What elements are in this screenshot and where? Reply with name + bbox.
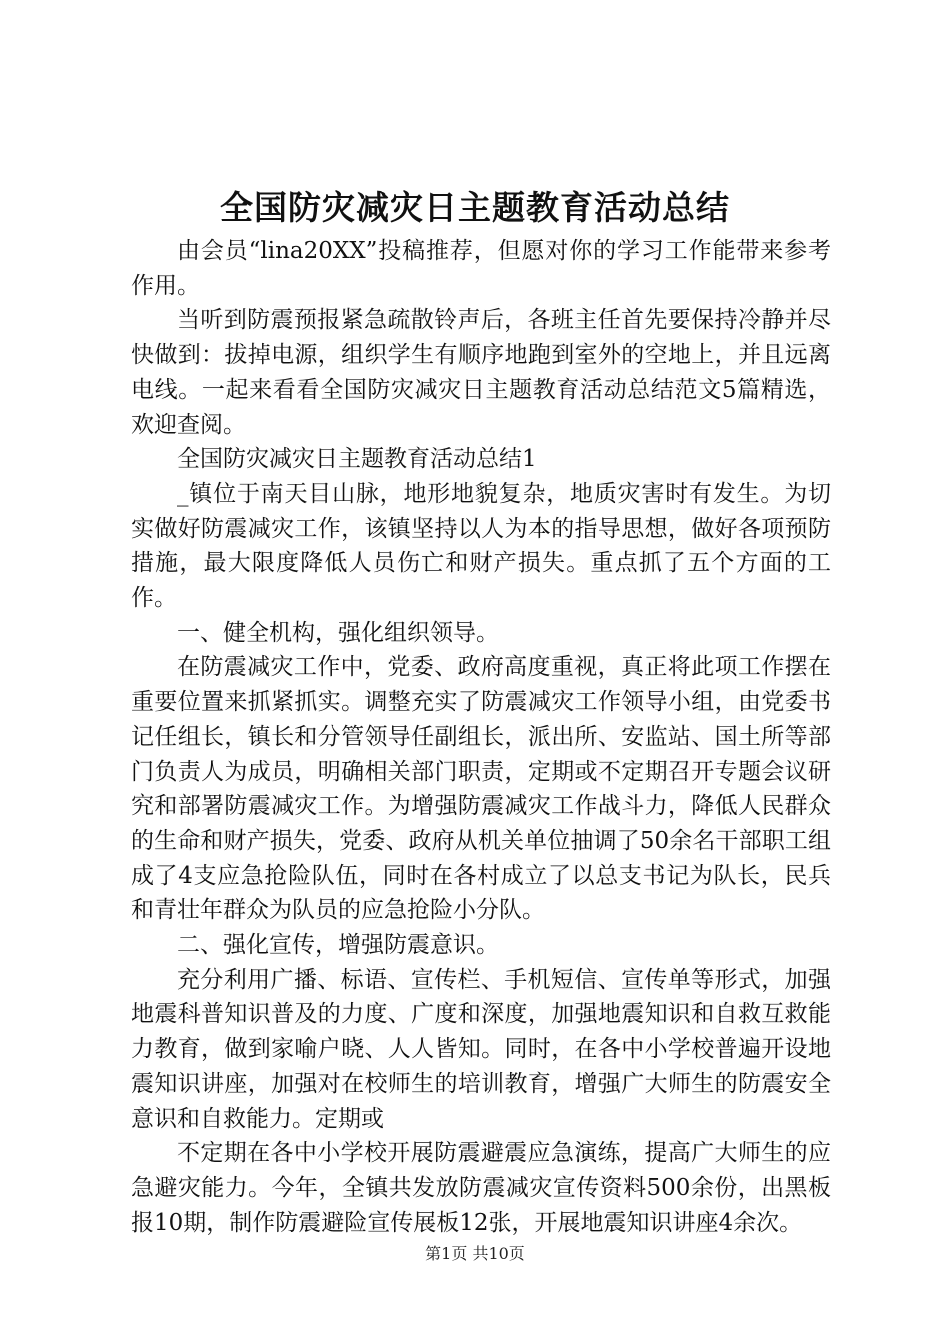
paragraph-organization: 在防震减灾工作中，党委、政府高度重视，真正将此项工作摆在重要位置来抓紧抓实。调整充实了防震减灾工作领导小组，由党委书记任组长，镇长和分管领导任副组长，派出所、安监站、国土所等部门负责人为成员，明确相关部门职责，定期或不定期召开专题会议研究和部署防震减灾工作。为增强防震减灾工作战斗力，降低人民群众的生命和财产损失，党委、政府从机关单位抽调了50余名干部职工组成了4支应急抢险队伍，同时在各村成立了以总支书记为队长，民兵和青壮年群众为队员的应急抢险小分队。 xyxy=(131,654,831,924)
section-heading-1: 全国防灾减灾日主题教育活动总结1 xyxy=(177,446,537,473)
document-title: 全国防灾减灾日主题教育活动总结 xyxy=(220,188,730,227)
paragraph-drills: 不定期在各中小学校开展防震避震应急演练，提高广大师生的应急避灾能力。今年，全镇共发放防震减灾宣传资料500余份，出黑板报10期，制作防震避险宣传展板12张，开展地震知识讲座4余次。 xyxy=(131,1140,831,1236)
paragraph-summary: 当听到防震预报紧急疏散铃声后，各班主任首先要保持冷静并尽快做到：拔掉电源，组织学生有顺序地跑到室外的空地上，并且远离电线。一起来看看全国防灾减灾日主题教育活动总结范文5篇精选，欢迎查阅。 xyxy=(131,307,831,438)
subheading-organization: 一、健全机构，强化组织领导。 xyxy=(177,619,499,646)
paragraph-town-overview: _镇位于南天目山脉，地形地貌复杂，地质灾害时有发生。为切实做好防震减灾工作，该镇坚持以人为本的指导思想，做好各项预防措施，最大限度降低人员伤亡和财产损失。重点抓了五个方面的工作。 xyxy=(131,480,831,612)
document-body xyxy=(131,234,831,1240)
paragraph-intro: 由会员“lina20XX”投稿推荐，但愿对你的学习工作能带来参考作用。 xyxy=(131,238,831,299)
paragraph-publicity: 充分利用广播、标语、宣传栏、手机短信、宣传单等形式，加强地震科普知识普及的力度、广度和深度，加强地震知识和自救互救能力教育，做到家喻户晓、人人皆知。同时，在各中小学校普遍开设地震知识讲座，加强对在校师生的培训教育，增强广大师生的防震安全意识和自救能力。定期或 xyxy=(131,966,831,1132)
page-number-footer: 第1页 共10页 xyxy=(425,1244,525,1263)
subheading-publicity: 二、强化宣传，增强防震意识。 xyxy=(177,932,499,959)
